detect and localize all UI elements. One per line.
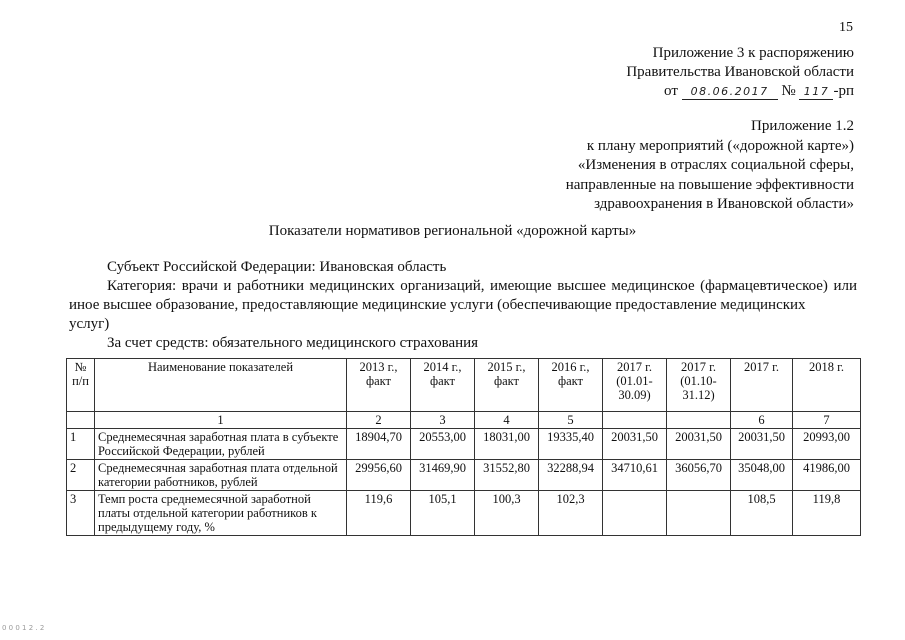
value-2018: 41986,00 — [793, 460, 861, 491]
appendix-3-line-2: Правительства Ивановской области — [626, 64, 854, 80]
numbering-cell — [603, 412, 667, 429]
numbering-cell: 1 — [95, 412, 347, 429]
value-2014: 20553,00 — [411, 429, 475, 460]
table-row — [67, 491, 861, 536]
intro-section — [69, 258, 857, 353]
header-cell-2017-q4: 2017 г. (01.10-31.12) — [667, 359, 731, 412]
value-2016: 32288,94 — [539, 460, 603, 491]
appendix-1-2-line-2: к плану мероприятий («дорожной карте») — [586, 137, 854, 154]
scan-footer-mark: 0 0 0 1 2 . 2 — [2, 624, 45, 632]
appendix-1-2-line-5: здравоохранения в Ивановской области» — [594, 196, 854, 212]
header-cell-2015: 2015 г., факт — [475, 359, 539, 412]
appendix-1-2-heading — [434, 117, 854, 215]
appendix-3-line-1: Приложение 3 к распоряжению — [652, 45, 854, 61]
value-2017-q1-q3 — [603, 491, 667, 536]
category-paragraph-end: услуг) — [69, 316, 110, 332]
numbering-cell: 2 — [347, 412, 411, 429]
header-cell-name: Наименование показателей — [95, 359, 347, 412]
value-2018: 20993,00 — [793, 429, 861, 460]
funding-line: За счет средств: обязательного медицинского страхования — [107, 335, 479, 351]
value-2017: 108,5 — [731, 491, 793, 536]
value-2015: 100,3 — [475, 491, 539, 536]
value-2015: 18031,00 — [475, 429, 539, 460]
order-date-number-line — [454, 82, 854, 101]
value-2016: 19335,40 — [539, 429, 603, 460]
numbering-cell — [667, 412, 731, 429]
value-2014: 31469,90 — [411, 460, 475, 491]
document-title: Показатели нормативов региональной «дорожной карты» — [268, 223, 637, 239]
row-index: 1 — [67, 429, 95, 460]
value-2015: 31552,80 — [475, 460, 539, 491]
value-2013: 119,6 — [347, 491, 411, 536]
value-2014: 105,1 — [411, 491, 475, 536]
header-cell-2018: 2018 г. — [793, 359, 861, 412]
value-2017-q4: 20031,50 — [667, 429, 731, 460]
table-row — [67, 460, 861, 491]
numbering-cell: 6 — [731, 412, 793, 429]
numbering-cell: 4 — [475, 412, 539, 429]
table-numbering-row — [67, 412, 861, 429]
indicator-name: Темп роста среднемесячной заработной платы отдельной категории работников к предыдущему году, % — [95, 491, 347, 536]
numbering-cell — [67, 412, 95, 429]
order-number-suffix: -рп — [833, 83, 854, 99]
handwritten-order-number: 117 — [799, 84, 833, 100]
handwritten-order-date: 08.06.2017 — [682, 84, 778, 100]
header-cell-2017-q1-q3: 2017 г. (01.01-30.09) — [603, 359, 667, 412]
appendix-1-2-line-3: «Изменения в отраслях социальной сферы, — [577, 157, 854, 173]
value-2018: 119,8 — [793, 491, 861, 536]
value-2017-q1-q3: 20031,50 — [603, 429, 667, 460]
appendix-3-heading — [454, 44, 854, 101]
order-number-label: № — [781, 83, 796, 99]
table-row — [67, 429, 861, 460]
value-2017-q4: 36056,70 — [667, 460, 731, 491]
value-2017: 20031,50 — [731, 429, 793, 460]
row-index: 3 — [67, 491, 95, 536]
category-paragraph: Категория: врачи и работники медицинских организаций, имеющие высшее медицинское (фармацевтическое) или иное высшее образование, предоставляющие медицинские услуги (обеспечивающие предоставление медицинских — [69, 278, 857, 313]
value-2013: 29956,60 — [347, 460, 411, 491]
order-from-label: от — [664, 83, 678, 99]
value-2013: 18904,70 — [347, 429, 411, 460]
indicators-table — [66, 358, 861, 536]
numbering-cell: 7 — [793, 412, 861, 429]
row-index: 2 — [67, 460, 95, 491]
header-cell-2017: 2017 г. — [731, 359, 793, 412]
value-2016: 102,3 — [539, 491, 603, 536]
numbering-cell: 3 — [411, 412, 475, 429]
indicator-name: Среднемесячная заработная плата отдельной категории работников, рублей — [95, 460, 347, 491]
value-2017: 35048,00 — [731, 460, 793, 491]
header-cell-index: № п/п — [67, 359, 95, 412]
value-2017-q1-q3: 34710,61 — [603, 460, 667, 491]
header-cell-2013: 2013 г., факт — [347, 359, 411, 412]
header-cell-2016: 2016 г., факт — [539, 359, 603, 412]
header-cell-2014: 2014 г., факт — [411, 359, 475, 412]
subject-line: Субъект Российской Федерации: Ивановская область — [107, 259, 447, 275]
value-2017-q4 — [667, 491, 731, 536]
table-header-row — [67, 359, 861, 412]
indicator-name: Среднемесячная заработная плата в субъекте Российской Федерации, рублей — [95, 429, 347, 460]
appendix-1-2-line-4: направленные на повышение эффективности — [565, 176, 854, 193]
page-number: 15 — [839, 20, 853, 35]
appendix-1-2-line-1: Приложение 1.2 — [750, 118, 854, 134]
numbering-cell: 5 — [539, 412, 603, 429]
